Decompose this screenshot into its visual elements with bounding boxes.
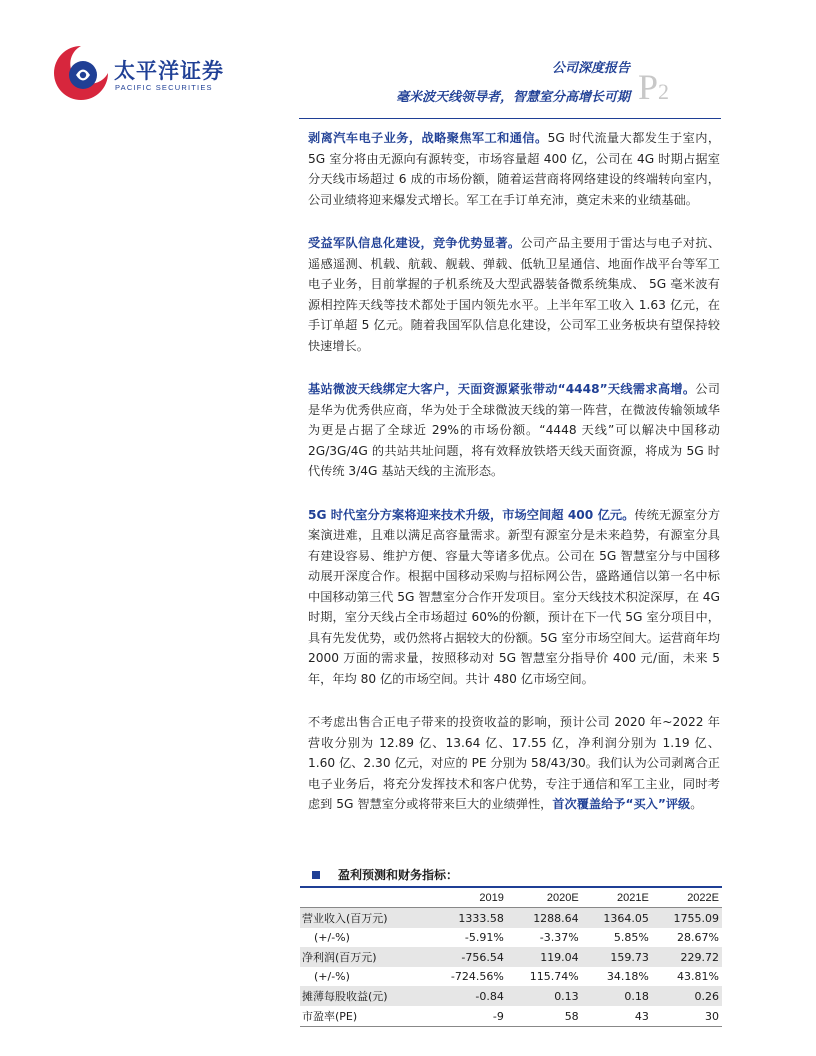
table-cell: 1333.58	[427, 908, 507, 929]
paragraph-body: 公司是华为优秀供应商，华为处于全球微波天线的第一阵营，在微波传输领域华为更是占据了全球近 29%的市场份额。“4448 天线”可以解决中国移动 2G/3G/4G 的共站共址问题，将有效释放铁塔天线天面资源，将成为 5G 时代传统 3/4G 基站天线的主流形态。	[308, 382, 720, 478]
table-row	[300, 986, 722, 1006]
paragraph-summary	[308, 712, 720, 815]
table-cell: 1755.09	[652, 908, 722, 929]
financial-forecast-table-block	[300, 864, 722, 1027]
square-bullet-icon	[312, 871, 320, 879]
table-cell: -5.91%	[464, 931, 504, 944]
table-cell: 30	[652, 1006, 722, 1027]
logo-english-name: PACIFIC SECURITIES	[115, 83, 213, 92]
table-cell: 0.13	[507, 986, 582, 1006]
report-type: 公司深度报告	[551, 61, 630, 76]
table-row	[300, 967, 722, 986]
table-row	[300, 908, 722, 929]
table-row	[300, 947, 722, 967]
pacific-securities-logo	[52, 42, 222, 104]
table-cell: 0.26	[652, 986, 722, 1006]
logo-mark-icon	[52, 42, 110, 104]
row-label: 摊薄每股收益(元)	[300, 986, 427, 1006]
paragraph-lead: 受益军队信息化建设，竞争优势显著。	[308, 236, 521, 250]
table-title	[300, 864, 722, 888]
page-header	[0, 0, 816, 120]
page-letter: P	[638, 67, 659, 107]
financial-forecast-table	[300, 888, 722, 1027]
report-body	[308, 128, 720, 838]
table-header-cell: 2021E	[582, 888, 652, 908]
table-cell: 1364.05	[582, 908, 652, 929]
paragraph-auto-electronics	[308, 128, 720, 210]
table-cell: 0.18	[582, 986, 652, 1006]
table-header-cell: 2020E	[507, 888, 582, 908]
table-cell: -0.84	[427, 986, 507, 1006]
table-row	[300, 1006, 722, 1027]
table-cell: 28.67%	[677, 931, 719, 944]
rating-statement: 首次覆盖给予“买入”评级	[552, 797, 691, 811]
table-cell: 43	[582, 1006, 652, 1027]
table-cell: -724.56%	[450, 970, 504, 983]
table-header-row	[300, 888, 722, 908]
table-header-cell: 2019	[427, 888, 507, 908]
table-cell: 119.04	[507, 947, 582, 967]
row-label: (+/-%)	[314, 931, 350, 944]
table-cell: 43.81%	[677, 970, 719, 983]
paragraph-indoor-coverage	[308, 505, 720, 690]
logo-chinese-name: 太平洋证券	[114, 59, 224, 83]
row-label: 净利润(百万元)	[300, 947, 427, 967]
table-cell: 1288.64	[507, 908, 582, 929]
summary-body: 不考虑出售合正电子带来的投资收益的影响，预计公司 2020 年~2022 年营收分别为 12.89 亿、13.64 亿、17.55 亿，净利润分别为 1.19 亿、1.60 亿、2.30 亿元，对应的 PE 分别为 58/43/30。我们认为公司剥离合正电子业务后，将充分发挥技术和客户优势，专注于通信和军工主业，同时考虑到 5G 智慧室分或将带来巨大的业绩弹性，	[308, 715, 720, 811]
table-title-text: 盈利预测和财务指标：	[338, 868, 459, 882]
summary-tail: 。	[690, 797, 703, 811]
table-header-cell	[300, 888, 427, 908]
table-cell: 115.74%	[529, 970, 579, 983]
report-title: 毫米波天线领导者，智慧室分高增长可期	[395, 90, 630, 105]
table-cell: -3.37%	[539, 931, 579, 944]
header-divider	[299, 118, 721, 119]
paragraph-lead: 基站微波天线绑定大客户，天面资源紧张带动“4448”天线需求高增。	[308, 382, 696, 396]
table-cell: 159.73	[582, 947, 652, 967]
page-digit: 2	[658, 79, 670, 104]
table-cell: -9	[427, 1006, 507, 1027]
table-cell: 5.85%	[613, 931, 649, 944]
row-label: 市盈率(PE)	[300, 1006, 427, 1027]
paragraph-lead: 剥离汽车电子业务，战略聚焦军工和通信。	[308, 131, 548, 145]
paragraph-body: 公司产品主要用于雷达与电子对抗、遥感遥测、机载、航载、舰载、弹载、低轨卫星通信、地面作战平台等军工电子业务，目前掌握的子机系统及大型武器装备微系统集成、 5G 毫米波有源相控阵天线等技术都处于国内领先水平。上半年军工收入 1.63 亿元，在手订单超 5 亿元。随着我国军队信息化建设，公司军工业务板块有望保持较快速增长。	[308, 236, 721, 353]
page-number	[638, 66, 669, 108]
paragraph-military	[308, 233, 720, 356]
table-cell: 229.72	[652, 947, 722, 967]
paragraph-lead: 5G 时代室分方案将迎来技术升级，市场空间超 400 亿元。	[308, 507, 635, 522]
table-cell: -756.54	[427, 947, 507, 967]
table-cell: 58	[507, 1006, 582, 1027]
table-row	[300, 928, 722, 947]
row-label: 营业收入(百万元)	[300, 908, 427, 929]
paragraph-microwave-antenna	[308, 379, 720, 482]
table-header-cell: 2022E	[652, 888, 722, 908]
paragraph-body: 传统无源室分方案演进难，且难以满足高容量需求。新型有源室分是未来趋势，有源室分具有建设容易、维护方便、容量大等诸多优点。公司在 5G 智慧室分与中国移动展开深度合作。根据中国移动采购与招标网公告，盛路通信以第一名中标中国移动第三代 5G 智慧室分合作开发项目。室分天线技术积淀深厚，在 4G 时期，室分天线占全市场超过 60%的份额，预计在下一代 5G 室分项目中，具有先发优势，或仍然将占据较大的份额。5G 室分市场空间大。运营商年均 2000 万面的需求量，按照移动对 5G 智慧室分指导价 400 元/面，未来 5 年，年均 80 亿的市场空间。共计 480 亿市场空间。	[308, 507, 721, 686]
row-label: (+/-%)	[314, 970, 350, 983]
table-cell: 34.18%	[606, 970, 649, 983]
paragraph-body: 5G 时代流量大都发生于室内，5G 室分将由无源向有源转变，市场容量超 400 亿，公司在 4G 时期占据室分天线市场超过 6 成的市场份额，随着运营商将网络建设的终端转向室内，公司业绩将迎来爆发式增长。军工在手订单充沛，奠定未来的业绩基础。	[308, 131, 721, 207]
